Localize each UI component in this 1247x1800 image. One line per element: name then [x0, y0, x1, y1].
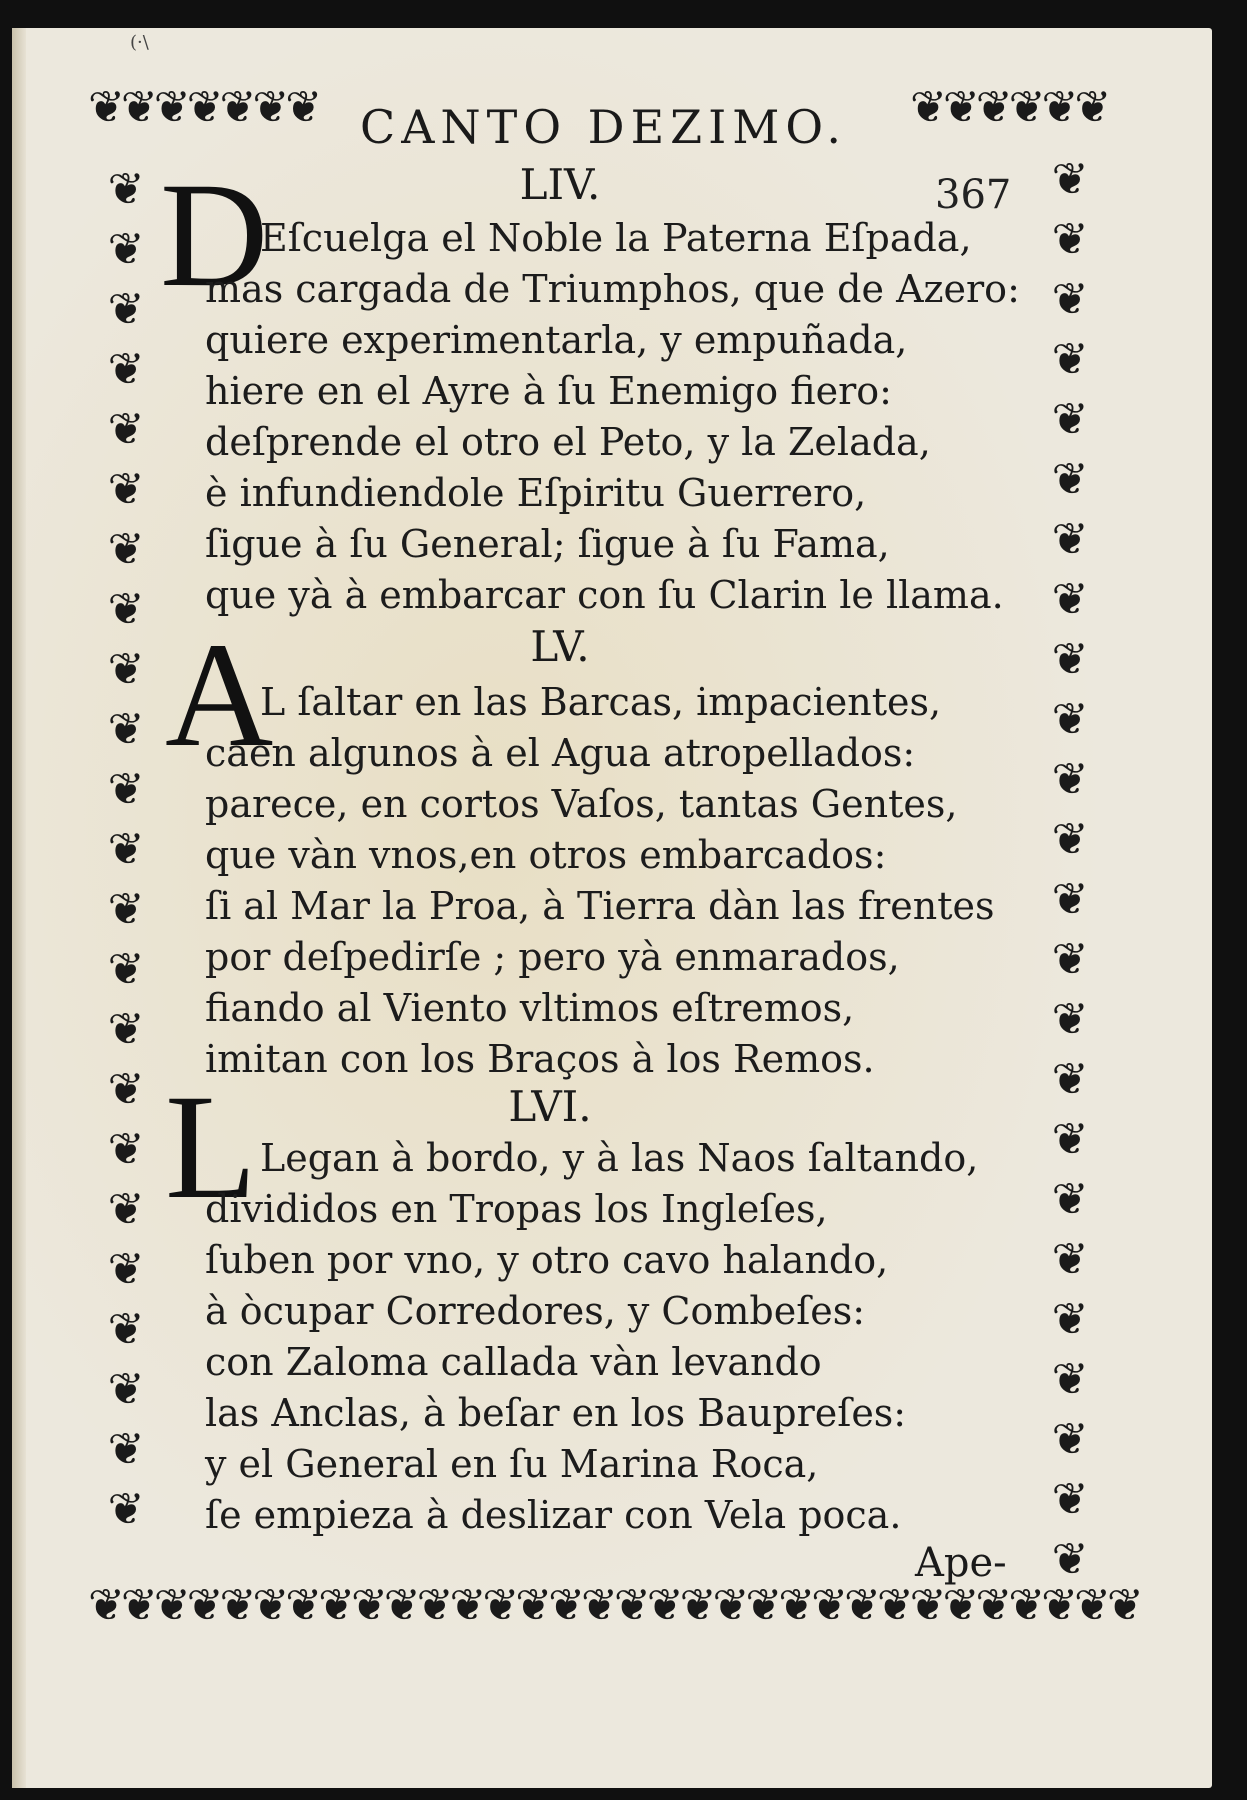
drop-cap-d: D — [160, 152, 269, 318]
stanza-number-lvi: LVI. — [508, 1082, 592, 1131]
ornament-border-left: ❦ ❦ ❦ ❦ ❦ ❦ ❦ ❦ ❦ ❦ ❦ ❦ ❦ ❦ ❦ ❦ ❦ ❦ ❦ ❦ ❦ ❦ ❦ — [107, 164, 145, 1535]
page-header-title: CANTO DEZIMO. — [360, 100, 848, 154]
verse-line: que yà à embarcar con ſu Clarin le llama. — [205, 573, 1004, 617]
stanza-liv-verses — [205, 213, 1020, 621]
verse-line: quiere experimentarla, y empuñada, — [205, 318, 908, 362]
verse-line: ſigue à ſu General; ſigue à ſu Fama, — [205, 522, 890, 566]
drop-cap-a: A — [165, 612, 274, 778]
stanza-lv-verses — [205, 677, 995, 1085]
verse-line: con Zaloma callada vàn levando — [205, 1340, 822, 1384]
verse-line: ſi al Mar la Proa, à Tierra dàn las frentes — [205, 884, 995, 928]
verse-line: à òcupar Corredores, y Combeſes: — [205, 1289, 866, 1333]
drop-cap-l: L — [165, 1064, 257, 1230]
verse-line: imitan con los Braços à los Remos. — [205, 1037, 875, 1081]
verse-line: fiando al Viento vltimos eſtremos, — [205, 986, 855, 1030]
verse-line: parece, en cortos Vaſos, tantas Gentes, — [205, 782, 958, 826]
verse-line: divididos en Tropas los Ingleſes, — [205, 1187, 828, 1231]
verse-line: hiere en el Ayre à ſu Enemigo fiero: — [205, 369, 892, 413]
catchword: Ape- — [915, 1540, 1007, 1586]
ornament-border-right: ❦ ❦ ❦ ❦ ❦ ❦ ❦ ❦ ❦ ❦ ❦ ❦ ❦ ❦ ❦ ❦ ❦ ❦ ❦ ❦ ❦ ❦ ❦ ❦ — [1051, 154, 1089, 1585]
verse-line: las Anclas, à beſar en los Baupreſes: — [205, 1391, 907, 1435]
page-spine-shadow — [12, 28, 26, 1788]
verse-line: è infundiendole Eſpiritu Guerrero, — [205, 471, 867, 515]
verse-line: L ſaltar en las Barcas, impacientes, — [260, 680, 942, 724]
corner-mark: (·\ — [130, 32, 149, 53]
ornament-border-bottom: ❦❦❦❦❦❦❦❦❦❦❦❦❦❦❦❦❦❦❦❦❦❦❦❦❦❦❦❦❦❦❦❦ — [88, 1580, 1140, 1631]
verse-line: Eſcuelga el Noble la Paterna Eſpada, — [260, 216, 972, 260]
ornament-border-top-right: ❦❦❦❦❦❦ — [910, 82, 1108, 133]
page-number: 367 — [935, 172, 1012, 218]
verse-line: por deſpedirſe ; pero yà enmarados, — [205, 935, 900, 979]
stanza-number-lv: LV. — [530, 622, 590, 671]
verse-line: Legan à bordo, y à las Naos ſaltando, — [260, 1136, 979, 1180]
verse-line: que vàn vnos,en otros embarcados: — [205, 833, 887, 877]
verse-line: deſprende el otro el Peto, y la Zelada, — [205, 420, 931, 464]
verse-line: caen algunos à el Agua atropellados: — [205, 731, 916, 775]
verse-line: ſuben por vno, y otro cavo halando, — [205, 1238, 889, 1282]
stanza-lvi-verses — [205, 1133, 985, 1541]
verse-line: mas cargada de Triumphos, que de Azero: — [205, 267, 1020, 311]
verse-line: ſe empieza à deslizar con Vela poca. — [205, 1493, 902, 1537]
stanza-number-liv: LIV. — [519, 160, 601, 209]
verse-line: y el General en ſu Marina Roca, — [205, 1442, 819, 1486]
ornament-border-top-left: ❦❦❦❦❦❦❦ — [88, 82, 319, 133]
